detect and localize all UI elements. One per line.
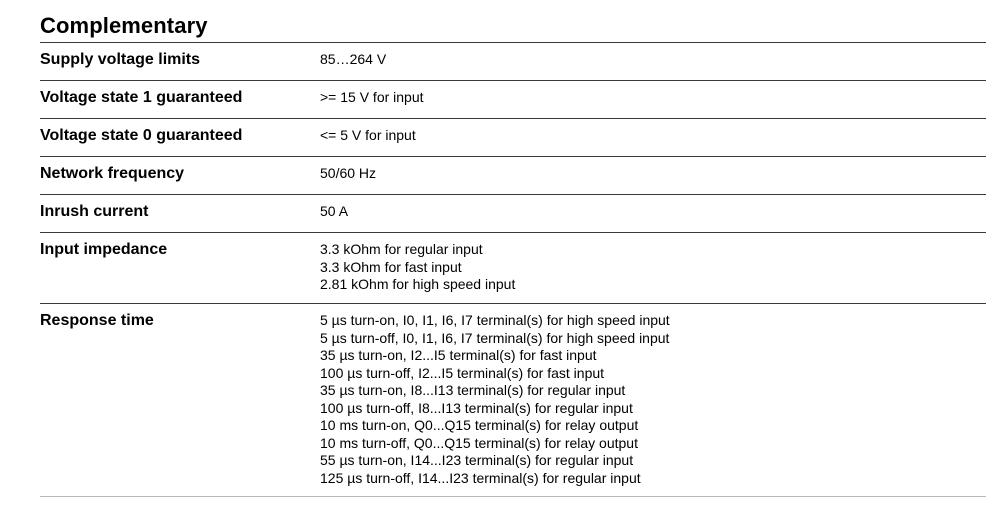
spec-value: 50 A xyxy=(320,203,349,219)
spec-value: 5 µs turn-off, I0, I1, I6, I7 terminal(s) for high speed input xyxy=(320,329,670,346)
spec-label: Supply voltage limits xyxy=(40,51,201,68)
spec-values xyxy=(320,195,986,221)
spec-row-network-frequency xyxy=(40,157,986,195)
spec-value: 3.3 kOhm for fast input xyxy=(320,258,462,275)
spec-values xyxy=(320,157,986,183)
spec-value: 2.81 kOhm for high speed input xyxy=(320,276,516,292)
spec-label: Voltage state 1 guaranteed xyxy=(40,89,243,106)
spec-label: Input impedance xyxy=(40,241,168,258)
spec-value: 55 µs turn-on, I14...I23 terminal(s) for regular input xyxy=(320,452,634,468)
spec-value: 35 µs turn-on, I2...I5 terminal(s) for fast input xyxy=(320,347,597,363)
spec-label: Network frequency xyxy=(40,165,185,182)
spec-label: Inrush current xyxy=(40,203,149,220)
spec-value: 3.3 kOhm for regular input xyxy=(320,241,483,257)
spec-value: 85…264 V xyxy=(320,51,387,67)
spec-row-voltage-state-1 xyxy=(40,81,986,119)
spec-row-inrush-current xyxy=(40,195,986,233)
spec-label: Response time xyxy=(40,312,154,329)
spec-value: 100 µs turn-off, I8...I13 terminal(s) for regular input xyxy=(320,399,633,416)
spec-values xyxy=(320,233,986,294)
spec-value: 5 µs turn-on, I0, I1, I6, I7 terminal(s) for high speed input xyxy=(320,312,670,328)
spec-value: 125 µs turn-off, I14...I23 terminal(s) for regular input xyxy=(320,469,641,486)
spec-values xyxy=(320,304,986,487)
spec-value: 10 ms turn-off, Q0...Q15 terminal(s) for relay output xyxy=(320,434,638,451)
spec-row-voltage-state-0 xyxy=(40,119,986,157)
spec-value: <= 5 V for input xyxy=(320,127,416,143)
spec-values xyxy=(320,43,986,69)
spec-value: 35 µs turn-on, I8...I13 terminal(s) for regular input xyxy=(320,382,626,398)
spec-value: 100 µs turn-off, I2...I5 terminal(s) for fast input xyxy=(320,364,605,381)
spec-row-response-time xyxy=(40,304,986,497)
spec-values xyxy=(320,119,986,145)
spec-value: >= 15 V for input xyxy=(320,89,424,105)
spec-value: 50/60 Hz xyxy=(320,165,377,181)
spec-row-supply-voltage-limits xyxy=(40,43,986,81)
spec-label: Voltage state 0 guaranteed xyxy=(40,127,243,144)
spec-sheet xyxy=(40,12,986,497)
spec-values xyxy=(320,81,986,107)
spec-row-input-impedance xyxy=(40,233,986,304)
section-title: Complementary xyxy=(40,13,208,38)
spec-value: 10 ms turn-on, Q0...Q15 terminal(s) for relay output xyxy=(320,417,639,433)
